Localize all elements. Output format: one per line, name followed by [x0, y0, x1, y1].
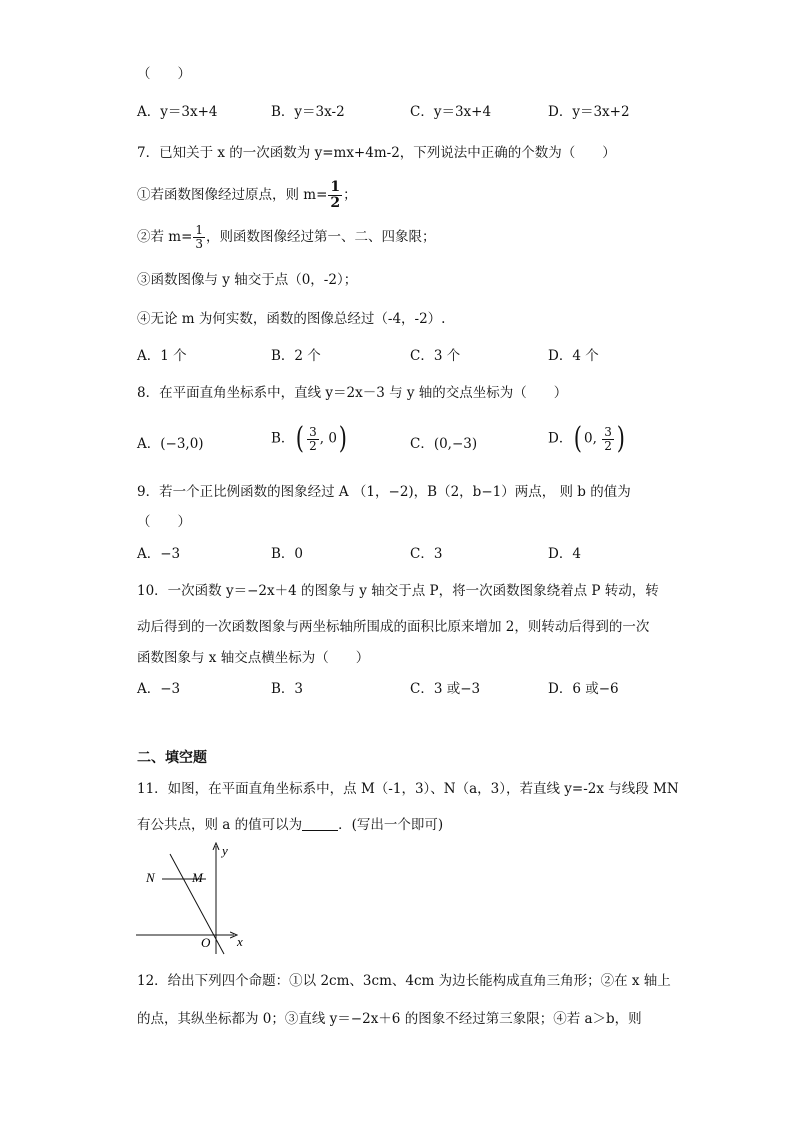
- q6-option-d: D．y＝3x+2: [548, 104, 630, 120]
- q7-option-a: A．1 个: [137, 348, 187, 364]
- q11-line-2: [137, 815, 443, 835]
- q7-s2-frac-num: 1: [195, 223, 204, 237]
- q7-s2-post: ，则函数图像经过第一、二、四象限；: [206, 229, 436, 245]
- q9-option-d: D．4: [548, 546, 581, 562]
- q8-b-frac-num: 3: [309, 424, 317, 439]
- q7-s1-frac-den: 2: [330, 195, 341, 211]
- q11-line-2-post: ．(写出一个即可): [338, 817, 444, 833]
- q7-statement-2: [137, 224, 436, 251]
- q7-statement-4: ④无论 m 为何实数，函数的图像总经过（-4，-2）.: [137, 311, 446, 327]
- q8-option-c: C．(0,−3): [410, 436, 478, 452]
- q10-option-a: A．−3: [137, 681, 181, 697]
- q10-option-b: B．3: [271, 681, 304, 697]
- q8-d-frac-den: 2: [604, 438, 612, 453]
- q6-tail: （ ）: [137, 66, 191, 82]
- q7-s1-fraction: [328, 180, 342, 211]
- q7-s1-frac-num: 1: [330, 179, 341, 195]
- q9-option-c: C．3: [410, 546, 443, 562]
- q8-b-label: B．: [271, 430, 295, 447]
- q11-line-1: 11．如图，在平面直角坐标系中，点 M（-1，3）、N（a，3），若直线 y=-2x 与线段 MN: [137, 781, 679, 797]
- q8-b-frac-den: 2: [309, 438, 317, 453]
- q8-b-tail: , 0: [319, 430, 337, 447]
- q8-d-fraction: [602, 426, 614, 453]
- q8-d-right-paren: ): [616, 421, 625, 456]
- q10-line-1: 10．一次函数 y＝−2x＋4 的图象与 y 轴交于点 P，将一次函数图象绕着点 P 转动，转: [137, 583, 659, 599]
- q10-line-3: 函数图象与 x 轴交点横坐标为（ ）: [137, 650, 370, 666]
- q7-s1-post: ；: [343, 187, 357, 203]
- q7-s2-pre: ②若 m=: [137, 229, 193, 245]
- label-n: N: [146, 870, 155, 885]
- q8-b-fraction: [307, 426, 319, 453]
- q8-d-frac-num: 3: [604, 424, 612, 439]
- q8-d-label: D．: [548, 430, 573, 447]
- q10-option-c: C．3 或−3: [410, 681, 481, 697]
- q12-line-2: 的点，其纵坐标都为 0；③直线 y＝−2x＋6 的图象不经过第三象限；④若 a＞b，则: [137, 1011, 642, 1027]
- q11-figure: [134, 842, 264, 957]
- q8-b-left-paren: (: [296, 421, 305, 456]
- q10-option-d: D．6 或−6: [548, 681, 619, 697]
- q9-stem: 9．若一个正比例函数的图象经过 A （1，−2)，B（2，b−1）两点， 则 b 的值为: [137, 484, 631, 500]
- q7-option-c: C．3 个: [410, 348, 461, 364]
- q12-line-1: 12．给出下列四个命题：①以 2cm、3cm、4cm 为边长能构成直角三角形；②在 x 轴上: [137, 973, 671, 989]
- label-y: y: [222, 843, 228, 858]
- q8-d-head: 0,: [584, 430, 602, 447]
- q7-option-b: B．2 个: [271, 348, 321, 364]
- q7-option-d: D．4 个: [548, 348, 599, 364]
- q7-s2-frac-den: 3: [195, 237, 204, 251]
- q8-option-d: [548, 421, 627, 456]
- q7-s1-pre: ①若函数图像经过原点，则 m=: [137, 187, 328, 203]
- q6-option-a: A．y＝3x+4: [137, 104, 218, 120]
- label-origin: O: [201, 935, 211, 950]
- q9-option-b: B．0: [271, 546, 304, 562]
- label-x: x: [237, 934, 243, 949]
- q8-b-right-paren: ): [338, 421, 347, 456]
- q7-statement-1: [137, 180, 357, 211]
- q6-option-c: C．y＝3x+4: [410, 104, 492, 120]
- q9-option-a: A．−3: [137, 546, 181, 562]
- q7-s2-fraction: [193, 224, 205, 251]
- answer-blank[interactable]: [302, 816, 338, 831]
- q8-option-b: [271, 421, 349, 456]
- q8-stem: 8．在平面直角坐标系中，直线 y＝2x－3 与 y 轴的交点坐标为（ ）: [137, 385, 568, 401]
- q9-tail: （ ）: [137, 514, 191, 530]
- q11-line-2-pre: 有公共点，则 a 的值可以为: [137, 817, 303, 833]
- q7-statement-3: ③函数图像与 y 轴交于点（0，-2）；: [137, 272, 358, 288]
- q8-d-left-paren: (: [574, 421, 583, 456]
- label-m: M: [192, 870, 203, 885]
- q6-option-b: B．y＝3x-2: [271, 104, 345, 120]
- q7-stem: 7．已知关于 x 的一次函数为 y=mx+4m-2，下列说法中正确的个数为（ ）: [137, 145, 616, 161]
- q10-line-2: 动后得到的一次函数图象与两坐标轴所围成的面积比原来增加 2，则转动后得到的一次: [137, 619, 650, 635]
- section-title-fill-in: 二、填空题: [137, 750, 207, 766]
- q8-option-a: A．(−3,0): [137, 436, 204, 452]
